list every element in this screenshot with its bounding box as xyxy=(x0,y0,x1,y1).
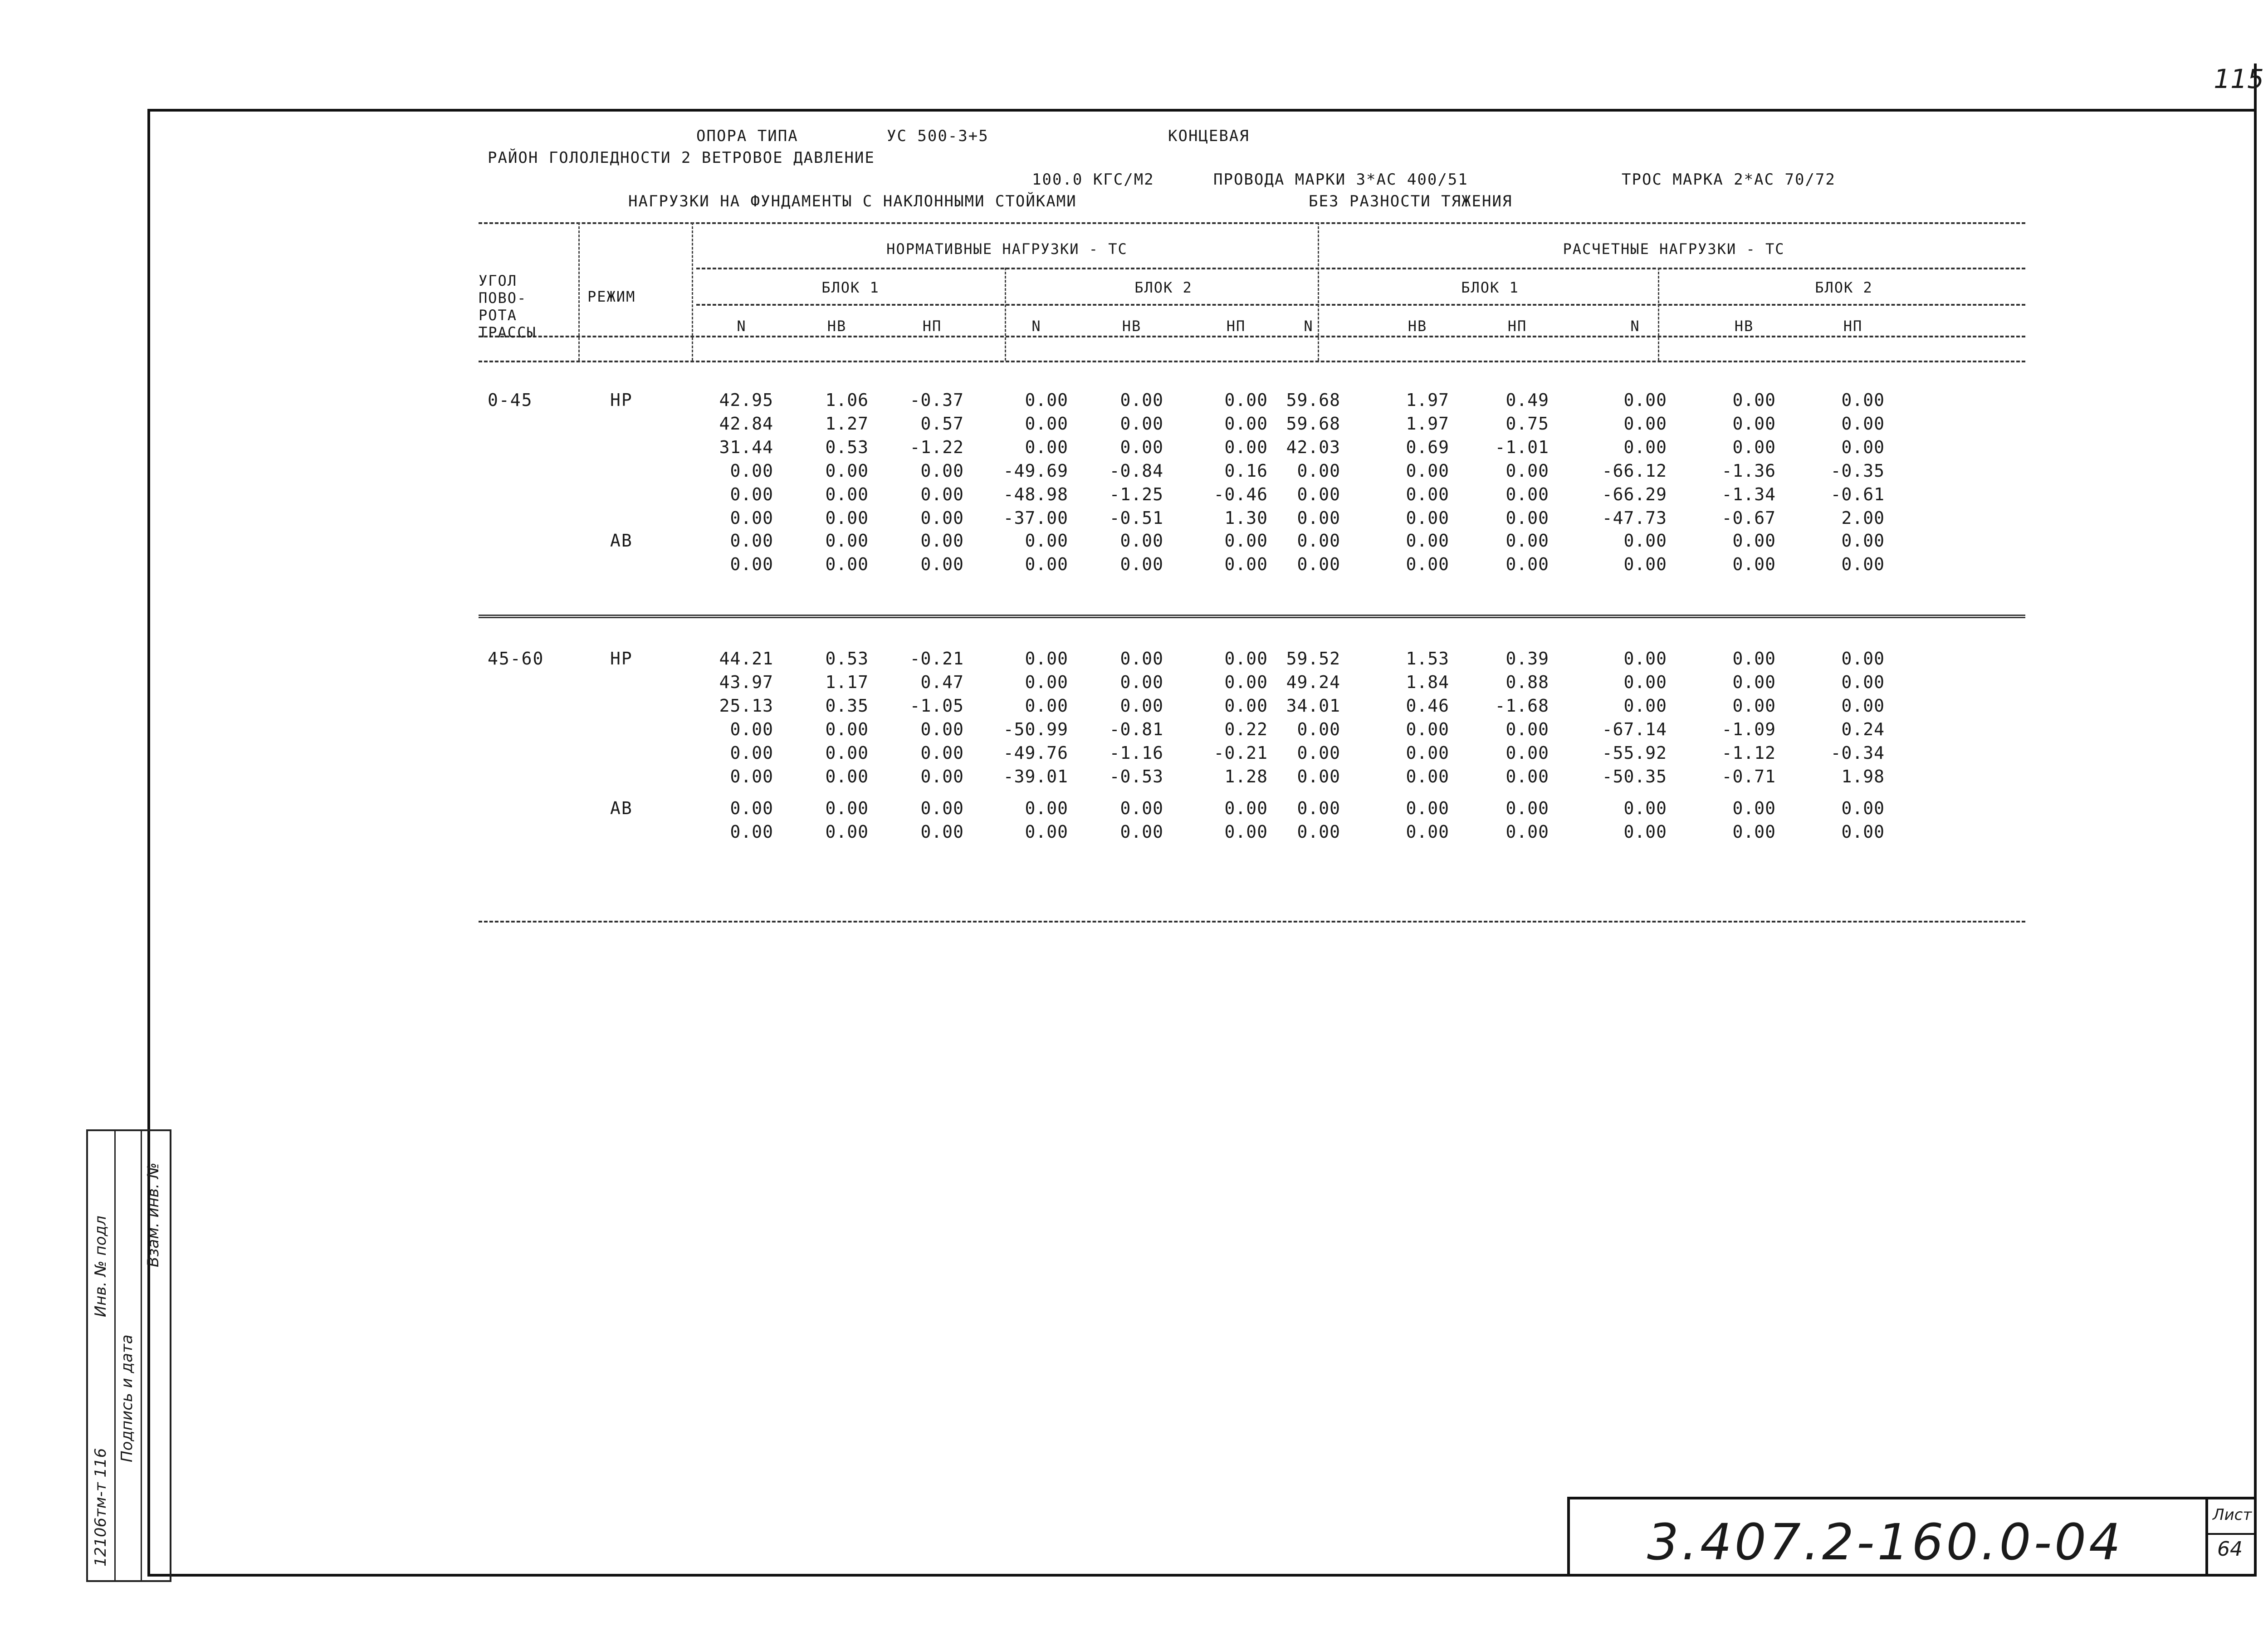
table-cell: 0.00 xyxy=(730,719,773,739)
column-normative-heading: НОРМАТИВНЫЕ НАГРУЗКИ - ТС xyxy=(886,240,1128,258)
table-cell: 0.00 xyxy=(730,822,773,842)
table-cell: -47.73 xyxy=(1602,508,1667,528)
table-cell: 0.00 xyxy=(1224,696,1268,716)
table-cell: 0.00 xyxy=(1224,414,1268,434)
table-cell: 0.00 xyxy=(1297,767,1340,786)
table-cell: 0.00 xyxy=(1505,508,1549,528)
table-cell: 0.00 xyxy=(920,822,964,842)
table-cell: 0.49 xyxy=(1505,390,1549,410)
table-cell: 0.00 xyxy=(920,508,964,528)
table-cell: 0.00 xyxy=(1224,390,1268,410)
table-cell: 0.00 xyxy=(1120,696,1163,716)
table-cell: 0.00 xyxy=(1025,822,1068,842)
column-angle-heading xyxy=(479,272,537,341)
table-cell: 0.00 xyxy=(730,798,773,818)
table-cell: 1.97 xyxy=(1406,390,1449,410)
stamp-column-replace xyxy=(141,1131,168,1580)
subheading-1: N xyxy=(737,317,747,335)
table-cell: 0.00 xyxy=(1224,649,1268,669)
table-cell: 0.24 xyxy=(1841,719,1885,739)
group-mode-label: АВ xyxy=(610,798,633,818)
table-cell: -1.16 xyxy=(1109,743,1163,763)
table-cell: -1.05 xyxy=(909,696,964,716)
table-cell: -48.98 xyxy=(1003,484,1068,504)
table-cell: 0.00 xyxy=(825,767,869,786)
table-cell: 0.00 xyxy=(1406,822,1449,842)
column-mode-heading: РЕЖИМ xyxy=(587,288,636,305)
table-cell: 0.00 xyxy=(1297,743,1340,763)
table-cell: 0.00 xyxy=(1297,554,1340,574)
table-cell: 1.06 xyxy=(825,390,869,410)
table-cell: -1.09 xyxy=(1721,719,1776,739)
table-cell: 0.00 xyxy=(1841,798,1885,818)
sheet-label: Лист xyxy=(2213,1506,2252,1524)
sheet-number-box xyxy=(2205,1497,2255,1574)
subheading-12: НП xyxy=(1843,317,1863,335)
stamp-inv-value: 12106тм-т 116 xyxy=(92,1448,110,1567)
table-cell: 0.00 xyxy=(1841,531,1885,551)
table-cell: 0.00 xyxy=(1025,798,1068,818)
table-cell: -67.14 xyxy=(1602,719,1667,739)
subheading-7: N xyxy=(1304,317,1314,335)
table-cell: 0.00 xyxy=(825,743,869,763)
table-cell: 42.84 xyxy=(719,414,773,434)
table-cell: 0.00 xyxy=(730,508,773,528)
table-cell: 0.00 xyxy=(1297,719,1340,739)
normative-block1-heading: БЛОК 1 xyxy=(821,279,880,296)
table-cell: 0.75 xyxy=(1505,414,1549,434)
table-cell: -1.36 xyxy=(1721,461,1776,481)
table-cell: -1.01 xyxy=(1495,437,1549,457)
table-cell: 0.00 xyxy=(1224,798,1268,818)
table-cell: 0.00 xyxy=(1732,696,1776,716)
table-cell: 0.00 xyxy=(730,767,773,786)
table-cell: 42.03 xyxy=(1286,437,1340,457)
group-angle-label: 0-45 xyxy=(488,390,533,410)
table-cell: 0.00 xyxy=(1623,554,1667,574)
table-cell: 0.00 xyxy=(1505,531,1549,551)
table-cell: 1.97 xyxy=(1406,414,1449,434)
table-cell: 0.00 xyxy=(920,461,964,481)
divider-mode xyxy=(692,222,693,361)
table-cell: 0.00 xyxy=(1224,437,1268,457)
table-cell: -50.99 xyxy=(1003,719,1068,739)
table-cell: 0.00 xyxy=(1120,390,1163,410)
angle-heading-line-1: УГОЛ xyxy=(479,272,518,289)
table-cell: 0.00 xyxy=(1505,554,1549,574)
header-cable-grade: ТРОС МАРКА 2*АС 70/72 xyxy=(1622,171,1836,189)
table-cell: 0.53 xyxy=(825,649,869,669)
rule-group-headings xyxy=(696,268,2025,269)
table-cell: 0.57 xyxy=(920,414,964,434)
table-cell: 0.00 xyxy=(730,484,773,504)
table-cell: 0.00 xyxy=(1406,554,1449,574)
table-cell: 0.00 xyxy=(1732,822,1776,842)
table-cell: 43.97 xyxy=(719,672,773,692)
table-cell: 0.00 xyxy=(1623,390,1667,410)
design-block1-heading: БЛОК 1 xyxy=(1461,279,1519,296)
subheading-5: НВ xyxy=(1122,317,1142,335)
subheading-2: НВ xyxy=(827,317,847,335)
table-cell: 0.00 xyxy=(1841,390,1885,410)
table-cell: 0.00 xyxy=(730,554,773,574)
table-cell: 0.00 xyxy=(1505,798,1549,818)
table-cell: 0.00 xyxy=(920,767,964,786)
divider-normative-design xyxy=(1318,222,1319,361)
table-cell: 1.53 xyxy=(1406,649,1449,669)
table-cell: -0.51 xyxy=(1109,508,1163,528)
table-cell: 0.00 xyxy=(1297,531,1340,551)
table-cell: 0.00 xyxy=(1841,554,1885,574)
table-cell: 1.30 xyxy=(1224,508,1268,528)
table-cell: 0.00 xyxy=(1505,743,1549,763)
table-cell: 0.00 xyxy=(1732,390,1776,410)
subheading-11: НВ xyxy=(1734,317,1754,335)
table-cell: 0.00 xyxy=(1120,798,1163,818)
normative-block2-heading: БЛОК 2 xyxy=(1134,279,1193,296)
table-cell: 0.00 xyxy=(1120,649,1163,669)
table-cell: 0.53 xyxy=(825,437,869,457)
table-cell: -1.34 xyxy=(1721,484,1776,504)
table-cell: 0.00 xyxy=(825,461,869,481)
table-cell: 0.00 xyxy=(730,461,773,481)
table-cell: 0.00 xyxy=(1505,484,1549,504)
table-cell: 0.00 xyxy=(920,798,964,818)
table-cell: 42.95 xyxy=(719,390,773,410)
rule-block-headings xyxy=(696,304,2025,306)
table-cell: 0.00 xyxy=(1505,719,1549,739)
table-cell: 0.00 xyxy=(825,719,869,739)
table-cell: 0.00 xyxy=(1732,672,1776,692)
rule-subheadings xyxy=(479,336,2025,337)
table-cell: 0.00 xyxy=(1406,743,1449,763)
group-mode-label: НР xyxy=(610,649,633,669)
table-cell: 0.00 xyxy=(920,484,964,504)
divider-design-blocks xyxy=(1658,268,1659,361)
approval-stamp-strip xyxy=(86,1129,171,1582)
stamp-inv-label: Инв. № подл xyxy=(92,1216,110,1317)
subheading-6: НП xyxy=(1226,317,1246,335)
table-cell: 0.39 xyxy=(1505,649,1549,669)
angle-heading-line-4: ТРАССЫ xyxy=(479,324,537,341)
design-block2-heading: БЛОК 2 xyxy=(1815,279,1873,296)
table-cell: 0.69 xyxy=(1406,437,1449,457)
table-cell: 0.00 xyxy=(1406,531,1449,551)
table-cell: -37.00 xyxy=(1003,508,1068,528)
table-cell: 0.00 xyxy=(1732,414,1776,434)
table-cell: -0.46 xyxy=(1213,484,1268,504)
header-tension-note: БЕЗ РАЗНОСТИ ТЯЖЕНИЯ xyxy=(1309,192,1513,210)
table-cell: 0.00 xyxy=(1297,822,1340,842)
table-cell: 0.00 xyxy=(1297,798,1340,818)
table-cell: 1.98 xyxy=(1841,767,1885,786)
header-support-kind: КОНЦЕВАЯ xyxy=(1168,127,1250,145)
table-cell: 0.00 xyxy=(920,743,964,763)
table-cell: 0.00 xyxy=(1120,822,1163,842)
table-cell: 0.00 xyxy=(1505,767,1549,786)
table-cell: -39.01 xyxy=(1003,767,1068,786)
stamp-column-signature xyxy=(114,1131,142,1580)
table-cell: -55.92 xyxy=(1602,743,1667,763)
table-cell: 0.00 xyxy=(1732,437,1776,457)
table-cell: 0.00 xyxy=(730,743,773,763)
divider-normative-blocks xyxy=(1005,268,1006,361)
table-cell: -1.68 xyxy=(1495,696,1549,716)
table-cell: 0.00 xyxy=(1224,531,1268,551)
table-cell: -49.69 xyxy=(1003,461,1068,481)
table-cell: 0.00 xyxy=(1505,461,1549,481)
table-cell: 0.88 xyxy=(1505,672,1549,692)
subheading-10: N xyxy=(1630,317,1640,335)
table-cell: 49.24 xyxy=(1286,672,1340,692)
table-cell: 0.00 xyxy=(1120,672,1163,692)
frame-right-border xyxy=(2254,63,2257,1577)
rule-group-separator xyxy=(479,615,2025,618)
group-mode-label: АВ xyxy=(610,531,633,551)
table-cell: 0.00 xyxy=(1841,696,1885,716)
table-cell: 0.00 xyxy=(1406,508,1449,528)
group-angle-label: 45-60 xyxy=(488,649,544,669)
table-cell: 0.00 xyxy=(1406,461,1449,481)
header-support-type: ОПОРА ТИПА xyxy=(696,127,798,145)
table-cell: 0.00 xyxy=(1732,649,1776,669)
table-cell: 0.00 xyxy=(1841,672,1885,692)
subheading-9: НП xyxy=(1507,317,1527,335)
table-cell: 0.00 xyxy=(1224,554,1268,574)
table-cell: 0.00 xyxy=(825,531,869,551)
header-wire-grade: ПРОВОДА МАРКИ 3*АС 400/51 xyxy=(1213,171,1468,189)
table-cell: 0.00 xyxy=(1841,822,1885,842)
table-cell: -66.12 xyxy=(1602,461,1667,481)
subheading-8: НВ xyxy=(1408,317,1427,335)
table-cell: -0.61 xyxy=(1830,484,1885,504)
table-cell: -0.71 xyxy=(1721,767,1776,786)
table-cell: 1.84 xyxy=(1406,672,1449,692)
table-cell: 0.00 xyxy=(1623,798,1667,818)
stamp-signature-label: Подпись и дата xyxy=(118,1334,136,1462)
table-cell: 0.00 xyxy=(1406,767,1449,786)
header-foundation-loads: НАГРУЗКИ НА ФУНДАМЕНТЫ С НАКЛОННЫМИ СТОЙКАМИ xyxy=(628,192,1077,210)
table-cell: -0.34 xyxy=(1830,743,1885,763)
table-cell: -0.67 xyxy=(1721,508,1776,528)
frame-top-border xyxy=(147,109,2257,112)
table-cell: 0.16 xyxy=(1224,461,1268,481)
header-support-code: УС 500-3+5 xyxy=(887,127,989,145)
angle-heading-line-3: РОТА xyxy=(479,307,518,324)
rule-header-bottom xyxy=(479,361,2025,362)
table-cell: 0.00 xyxy=(825,822,869,842)
table-cell: -0.35 xyxy=(1830,461,1885,481)
load-table-printout xyxy=(479,118,2025,934)
table-cell: -1.22 xyxy=(909,437,964,457)
subheading-4: N xyxy=(1031,317,1041,335)
table-cell: 0.00 xyxy=(1623,414,1667,434)
table-cell: -1.25 xyxy=(1109,484,1163,504)
stamp-column-inv xyxy=(88,1131,116,1580)
table-cell: -0.21 xyxy=(1213,743,1268,763)
table-cell: 0.00 xyxy=(1841,649,1885,669)
table-cell: 0.00 xyxy=(1732,531,1776,551)
table-cell: -0.81 xyxy=(1109,719,1163,739)
table-cell: 0.00 xyxy=(1120,554,1163,574)
table-cell: -66.29 xyxy=(1602,484,1667,504)
table-cell: 0.00 xyxy=(1025,531,1068,551)
table-cell: 0.00 xyxy=(1025,414,1068,434)
table-cell: 34.01 xyxy=(1286,696,1340,716)
group-mode-label: НР xyxy=(610,390,633,410)
table-cell: 0.00 xyxy=(920,531,964,551)
table-cell: 0.00 xyxy=(1025,672,1068,692)
table-cell: 0.00 xyxy=(825,508,869,528)
table-cell: 0.00 xyxy=(1623,649,1667,669)
table-cell: 1.28 xyxy=(1224,767,1268,786)
table-cell: 0.00 xyxy=(1732,798,1776,818)
corner-page-number: 115 xyxy=(2214,63,2264,94)
table-cell: 0.00 xyxy=(825,554,869,574)
table-cell: 0.00 xyxy=(1623,822,1667,842)
table-cell: 0.00 xyxy=(730,531,773,551)
table-cell: -0.21 xyxy=(909,649,964,669)
table-cell: -50.35 xyxy=(1602,767,1667,786)
table-cell: 0.00 xyxy=(1025,437,1068,457)
table-cell: 0.00 xyxy=(1505,822,1549,842)
table-cell: 59.68 xyxy=(1286,390,1340,410)
table-cell: 0.00 xyxy=(1224,822,1268,842)
table-cell: 0.00 xyxy=(1025,390,1068,410)
table-cell: 59.52 xyxy=(1286,649,1340,669)
rule-header-top xyxy=(479,222,2025,224)
table-cell: 0.00 xyxy=(1120,414,1163,434)
angle-heading-line-2: ПОВО- xyxy=(479,289,527,307)
table-cell: 0.00 xyxy=(1623,672,1667,692)
table-cell: 0.00 xyxy=(1406,719,1449,739)
table-cell: 59.68 xyxy=(1286,414,1340,434)
table-cell: 0.00 xyxy=(1025,554,1068,574)
table-cell: 0.00 xyxy=(1406,484,1449,504)
document-code: 3.407.2-160.0-04 xyxy=(1647,1513,2124,1571)
table-cell: 44.21 xyxy=(719,649,773,669)
table-cell: -0.84 xyxy=(1109,461,1163,481)
table-cell: 31.44 xyxy=(719,437,773,457)
table-cell: 0.00 xyxy=(1297,484,1340,504)
table-cell: 0.00 xyxy=(1297,508,1340,528)
table-cell: 0.22 xyxy=(1224,719,1268,739)
table-cell: 0.00 xyxy=(825,484,869,504)
table-cell: 1.27 xyxy=(825,414,869,434)
table-cell: 25.13 xyxy=(719,696,773,716)
table-cell: 1.17 xyxy=(825,672,869,692)
table-cell: -49.76 xyxy=(1003,743,1068,763)
table-cell: 0.46 xyxy=(1406,696,1449,716)
table-cell: 0.00 xyxy=(1623,696,1667,716)
table-cell: -1.12 xyxy=(1721,743,1776,763)
table-cell: -0.53 xyxy=(1109,767,1163,786)
table-cell: 0.47 xyxy=(920,672,964,692)
table-cell: 0.35 xyxy=(825,696,869,716)
table-cell: 0.00 xyxy=(1623,437,1667,457)
table-cell: 0.00 xyxy=(1297,461,1340,481)
table-cell: 0.00 xyxy=(1025,696,1068,716)
sheet-number: 64 xyxy=(2217,1538,2243,1561)
table-cell: 0.00 xyxy=(920,554,964,574)
sheet-box-divider xyxy=(2208,1533,2255,1535)
title-block xyxy=(1567,1497,2255,1577)
stamp-replace-label: Взам. инв. № xyxy=(144,1162,162,1267)
table-cell: 0.00 xyxy=(1406,798,1449,818)
table-cell: 0.00 xyxy=(825,798,869,818)
table-cell: -0.37 xyxy=(909,390,964,410)
header-ice-region: РАЙОН ГОЛОЛЕДНОСТИ 2 ВЕТРОВОЕ ДАВЛЕНИЕ xyxy=(488,149,875,167)
column-design-heading: РАСЧЕТНЫЕ НАГРУЗКИ - ТС xyxy=(1563,240,1785,258)
table-cell: 0.00 xyxy=(1841,437,1885,457)
table-cell: 0.00 xyxy=(1623,531,1667,551)
table-cell: 0.00 xyxy=(1025,649,1068,669)
divider-angle xyxy=(578,222,580,361)
table-cell: 0.00 xyxy=(1841,414,1885,434)
table-cell: 0.00 xyxy=(920,719,964,739)
table-cell: 2.00 xyxy=(1841,508,1885,528)
table-cell: 0.00 xyxy=(1224,672,1268,692)
rule-table-bottom xyxy=(479,921,2025,923)
table-cell: 0.00 xyxy=(1120,437,1163,457)
table-cell: 0.00 xyxy=(1120,531,1163,551)
table-cell: 0.00 xyxy=(1732,554,1776,574)
header-wind-pressure: 100.0 КГС/М2 xyxy=(1032,171,1154,189)
subheading-3: НП xyxy=(922,317,942,335)
